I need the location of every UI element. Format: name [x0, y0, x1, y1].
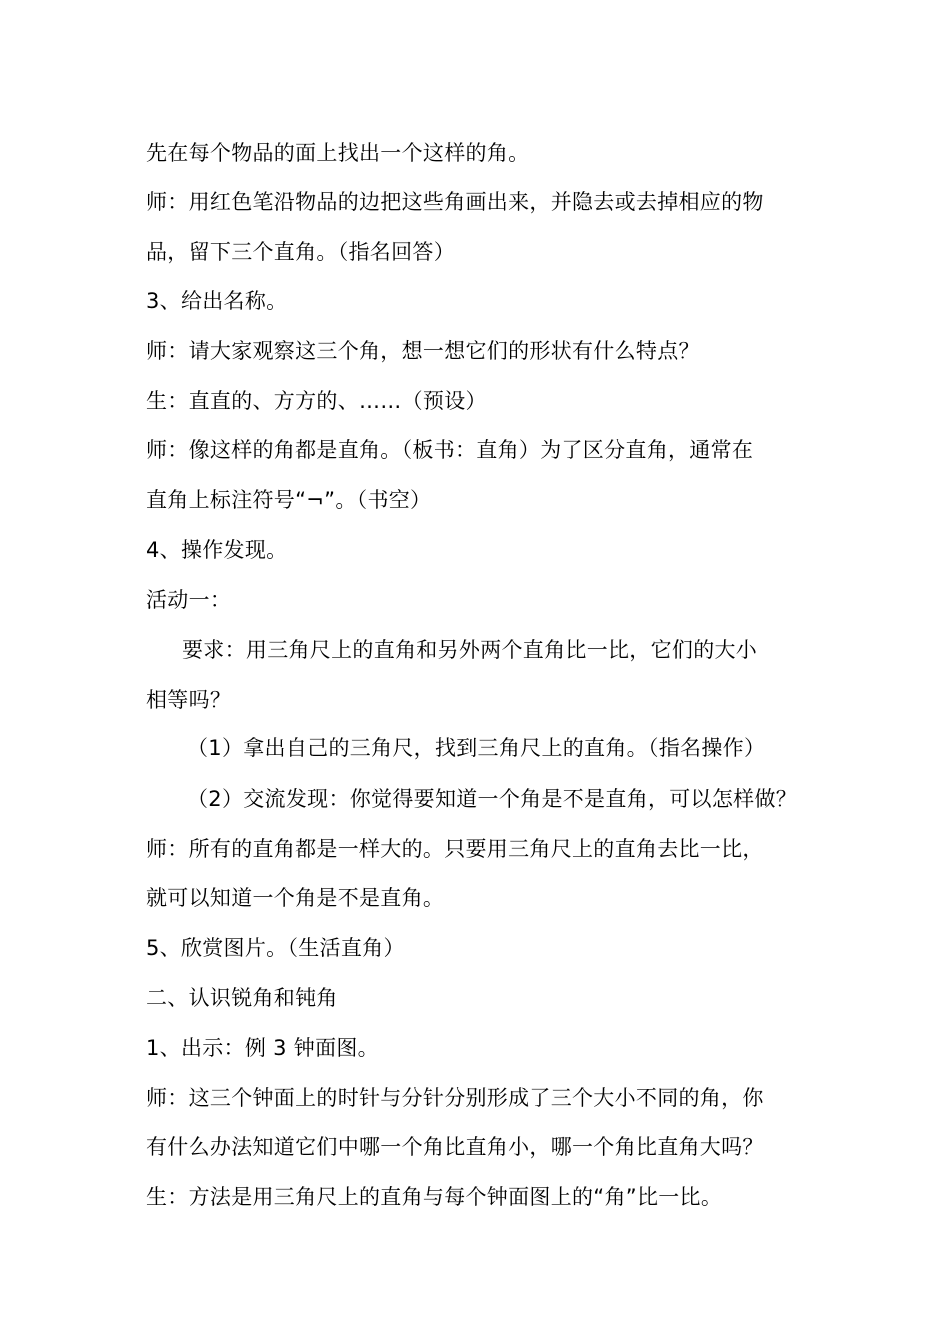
paragraph-line: 有什么办法知道它们中哪一个角比直角小，哪一个角比直角大吗？	[146, 1135, 764, 1159]
paragraph-line: 师：像这样的角都是直角。（板书：直角）为了区分直角，通常在	[146, 438, 754, 462]
paragraph-line: 生：直直的、方方的、……（预设）	[146, 389, 487, 413]
paragraph-line: 师：请大家观察这三个角，想一想它们的形状有什么特点？	[146, 339, 700, 363]
paragraph-line: 品，留下三个直角。（指名回答）	[146, 240, 455, 264]
paragraph-line: （1）拿出自己的三角尺，找到三角尺上的直角。（指名操作）	[187, 736, 766, 760]
section-heading: 1、出示：例 3 钟面图。	[146, 1036, 379, 1060]
section-heading: 4、操作发现。	[146, 538, 288, 562]
paragraph-line: 师：这三个钟面上的时针与分针分别形成了三个大小不同的角，你	[146, 1086, 764, 1110]
section-heading: 二、认识锐角和钝角	[146, 986, 338, 1010]
paragraph-line: 相等吗？	[146, 688, 232, 712]
paragraph-line: 要求：用三角尺上的直角和另外两个直角比一比，它们的大小	[182, 638, 758, 662]
paragraph-line: 就可以知道一个角是不是直角。	[146, 886, 445, 910]
paragraph-line: 师：所有的直角都是一样大的。只要用三角尺上的直角去比一比，	[146, 837, 764, 861]
paragraph-line: 直角上标注符号“¬”。（书空）	[146, 488, 432, 512]
paragraph-line: 生：方法是用三角尺上的直角与每个钟面图上的“角”比一比。	[146, 1185, 723, 1209]
paragraph-line: 先在每个物品的面上找出一个这样的角。	[146, 141, 530, 165]
paragraph-line: 活动一：	[146, 588, 232, 612]
section-heading: 5、欣赏图片。（生活直角）	[146, 936, 405, 960]
paragraph-line: 师：用红色笔沿物品的边把这些角画出来，并隐去或去掉相应的物	[146, 190, 764, 214]
paragraph-line: （2）交流发现：你觉得要知道一个角是不是直角，可以怎样做？	[187, 787, 798, 811]
section-heading: 3、给出名称。	[146, 289, 288, 313]
